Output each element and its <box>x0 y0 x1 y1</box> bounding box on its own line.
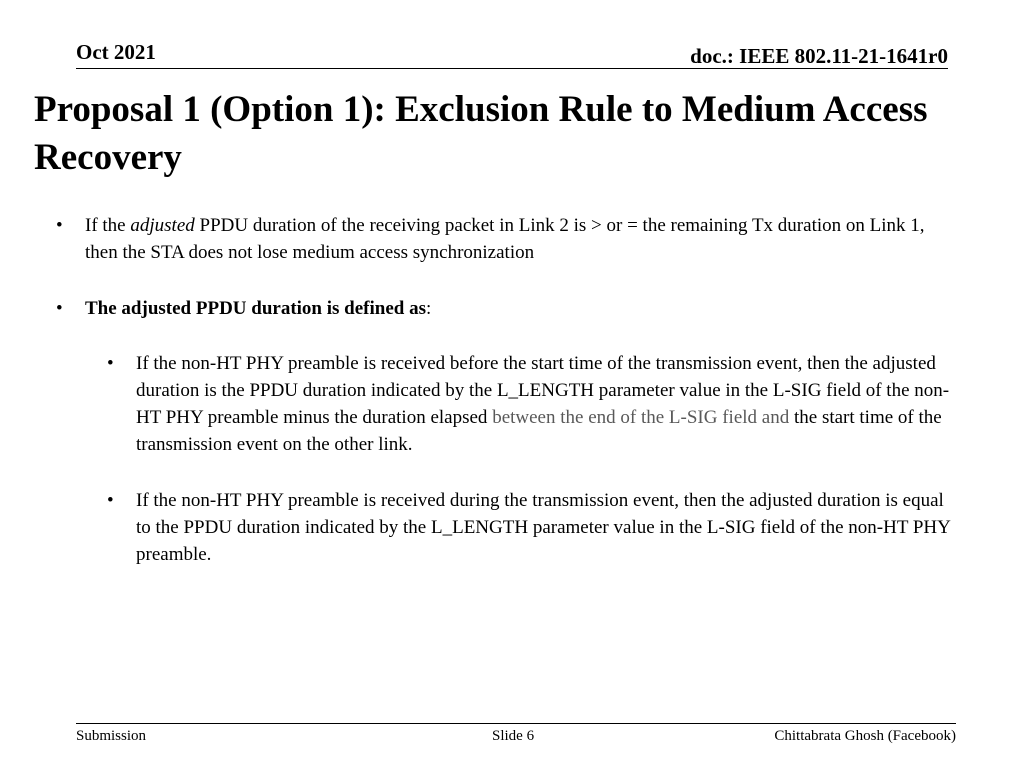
footer-author: Chittabrata Ghosh (Facebook) <box>774 728 956 744</box>
bullet-text <box>85 295 936 322</box>
sub-bullet-text: If the non-HT PHY preamble is received during the transmission event, then the adjusted duration is equal to the PPDU duration indicated by the L_LENGTH parameter value in the L-SIG field of the non-HT PHY preamble. <box>136 490 951 565</box>
bullet-suffix: : <box>426 298 432 319</box>
bullet-rest: PPDU duration of the receiving packet in Link 2 is > or = the remaining Tx duration on Link 1, then the STA does not lose medium access synchronization <box>85 215 925 263</box>
bullet-item <box>56 212 936 266</box>
sub-bullet-text <box>136 350 957 458</box>
bullet-bold: The adjusted PPDU duration is defined as <box>85 298 426 319</box>
sub-bullet-gray: between the end of the L-SIG field and <box>492 407 790 428</box>
bullet-emphasis: adjusted <box>130 215 195 236</box>
sub-bullet-part2: the start time of the transmission event on the other link. <box>136 407 942 455</box>
sub-bullet-item <box>107 350 957 458</box>
slide-title: Proposal 1 (Option 1): Exclusion Rule to Medium Access Recovery <box>34 89 928 178</box>
sub-bullet-item <box>107 487 957 568</box>
bullet-dot-icon: • <box>107 353 114 374</box>
bullet-prefix: If the <box>85 215 131 236</box>
footer-submission: Submission <box>76 728 147 744</box>
bullet-item <box>56 295 936 322</box>
bullet-dot-icon: • <box>56 298 63 319</box>
bullet-dot-icon: • <box>56 215 63 236</box>
bullet-dot-icon: • <box>107 490 114 511</box>
footer-divider <box>76 723 956 724</box>
bullet-text <box>85 212 936 266</box>
header-date: Oct 2021 <box>76 40 156 64</box>
footer-slide-number: Slide 6 <box>492 728 535 744</box>
header-doc-id: doc.: IEEE 802.11-21-1641r0 <box>690 44 948 68</box>
sub-bullet-part1: If the non-HT PHY preamble is received before the start time of the transmission event, then the adjusted duration is the PPDU duration indicated by the L_LENGTH parameter value in the L-SIG field of the non-HT PHY preamble minus the duration elapsed <box>136 353 950 428</box>
